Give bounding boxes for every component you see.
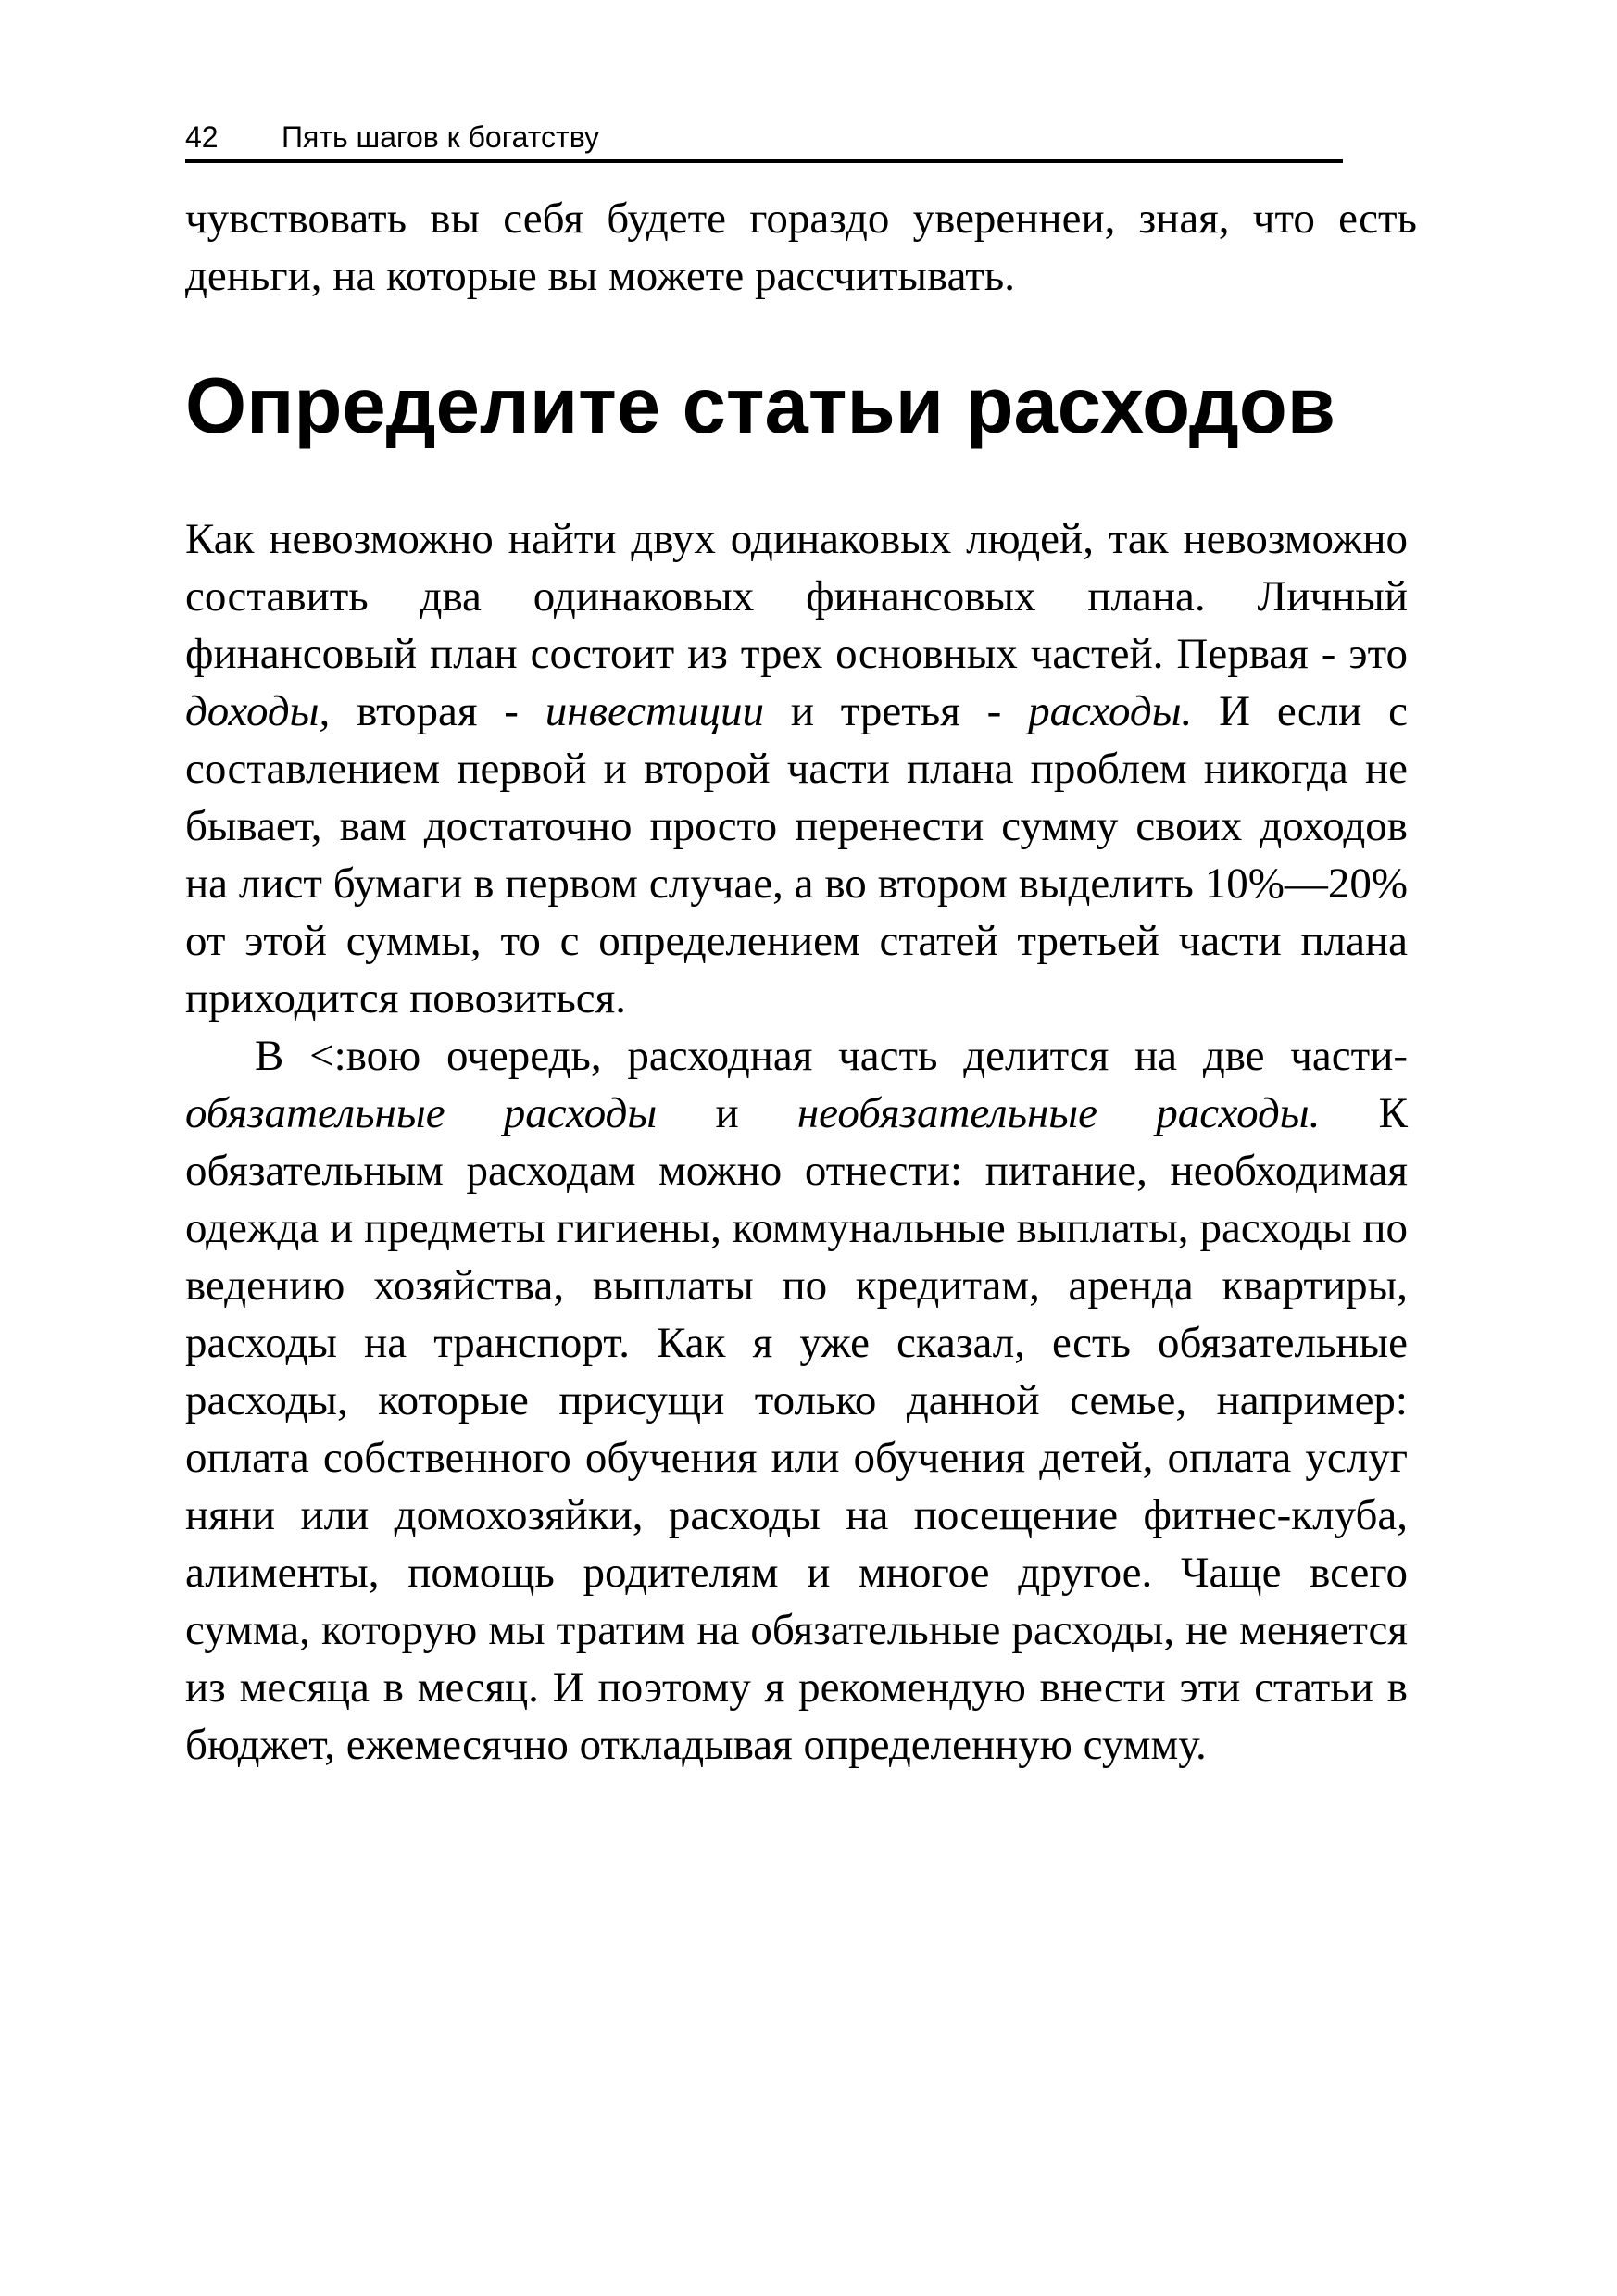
italic-term: необязательные расходы. [796,1089,1321,1137]
italic-term: обязательные расходы [185,1089,658,1137]
running-header [185,119,1343,163]
text-run: вторая - [330,687,545,735]
text-run: и третья - [764,687,1029,735]
page-body [185,190,1417,1774]
text-run: И если с составлением первой и второй части плана проблем никогда не бывает, вам достаточно просто перенести сумму своих доходов на лист бумаги в первом случае, а во втором выделить 10%—20% от этой суммы, то с определением статей третьей части плана приходится повозиться. [185,687,1408,1023]
page-number: 42 [185,120,219,154]
paragraph-plan-parts [185,510,1408,1027]
italic-term: инвестиции [545,687,765,735]
text-run: Как невозможно найти двух одинаковых людей, так невозможно составить два одинаковых финансовых плана. Личный финансовый план состоит из трех основных частей. Первая - это [185,515,1408,678]
text-run: В <:вою очередь, расходная часть делится на две части- [255,1032,1408,1080]
text-run: и [657,1089,797,1137]
section-heading: Определите статьи расходов [185,362,1336,450]
italic-term: расходы. [1028,687,1193,735]
italic-term: доходы, [185,687,331,735]
intro-paragraph: чувствовать вы себя будете гораздо увереннеи, зная, что есть деньги, на которые вы можете рассчитывать. [185,194,1417,300]
text-run: К обязательным расходам можно отнести: питание, необходимая одежда и предметы гигиены, коммунальные выплаты, расходы по ведению хозяйства, выплаты по кредитам, аренда квартиры, расходы на транспорт. Как я уже сказал, есть обязательные расходы, которые присущи только данной семье, например: оплата собственного обучения или обучения детей, оплата услуг няни или домохозяйки, расходы на посещение фитнес-клуба, алименты, помощь родителям и многое другое. Чаще всего сумма, которую мы тратим на обязательные расходы, не меняется из месяца в месяц. И поэтому я рекомендую внести эти статьи в бюджет, ежемесячно откладывая определенную сумму. [185,1089,1408,1769]
running-title: Пять шагов к богатству [282,120,599,154]
paragraph-expense-types [185,1027,1408,1774]
